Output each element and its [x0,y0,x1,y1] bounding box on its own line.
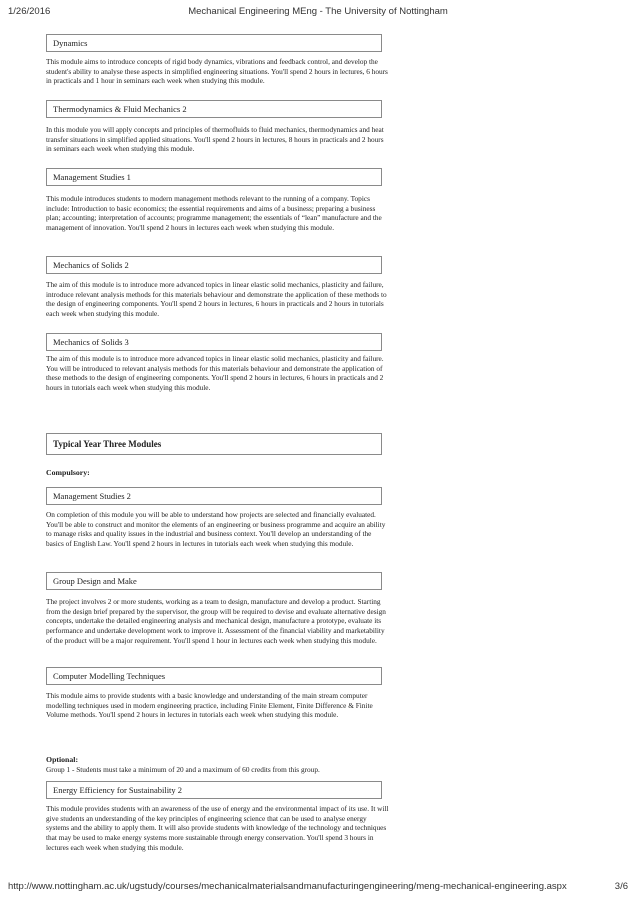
section-heading-year3: Typical Year Three Modules [46,433,382,455]
module-desc-group-design: The project involves 2 or more students, working as a team to design, manufacture and develop a product. Starting from the design brief prepared by the supervisor, the group will be required to devise and evaluate alternative design concepts, undertake the detailed engineering analysis and mechanical design, manufacture a prototype, evaluate its performance and undertake development work to improve it. Assessment of the financial viability and marketability of the product will be a major requirement. You'll spend 1 hour in lectures each week when studying this module. [46,597,386,645]
module-title-dynamics: Dynamics [46,34,382,52]
module-title-thermo: Thermodynamics & Fluid Mechanics 2 [46,100,382,118]
module-desc-solids3: The aim of this module is to introduce more advanced topics in linear elastic solid mechanics, plasticity and failure. You will be introduced to relevant analysis methods for this materials behaviour and demonstrate the application of these methods to the design of engineering components. You'll spend 2 hours in lectures, 6 hours in practicals and 2 hours in tutorials each week when studying this module. [46,354,384,393]
module-desc-computer-modelling: This module aims to provide students with a basic knowledge and understanding of the main stream computer modelling techniques used in modern engineering practice, including Finite Element, Finite Difference & Finite Volume methods. You'll spend 2 hours in lectures in tutorials each week when studying this module. [46,691,373,720]
module-title-energy-efficiency: Energy Efficiency for Sustainability 2 [46,781,382,799]
optional-note: Group 1 - Students must take a minimum of 20 and a maximum of 60 credits from this group. [46,765,320,774]
module-desc-solids2: The aim of this module is to introduce more advanced topics in linear elastic solid mechanics, plasticity and failure, introduce relevant analysis methods for this materials behaviour and demonstrate the application of these methods to the design of engineering components. You'll spend 2 hours in lectures, 6 hours in practicals and 2 hours in tutorials each week when studying this module. [46,280,387,319]
print-date: 1/26/2016 [8,6,51,17]
module-title-solids3: Mechanics of Solids 3 [46,333,382,351]
module-desc-management2: On completion of this module you will be able to understand how projects are selected and financially evaluated. You'll be able to construct and monitor the elements of an engineering or business programme and acquire an ability to manage risks and quality issues in the industrial and business context. You'll develop an understanding of the basics of English Law. You'll spend 2 hours in lectures in tutorials each week when studying this module. [46,510,386,549]
module-desc-management1: This module introduces students to modern management methods relevant to the running of a company. Topics include: Introduction to basic economics; the essential requirements and aims of a business; preparing a business plan; accounting; interpretation of accounts; programme management; the essentials of “lean” manufacture and the management of innovation. You'll spend 2 hours in lectures each week when studying this module. [46,194,382,233]
module-title-management1: Management Studies 1 [46,168,382,186]
module-title-computer-modelling: Computer Modelling Techniques [46,667,382,685]
module-desc-dynamics: This module aims to introduce concepts of rigid body dynamics, vibrations and feedback control, and develop the student's ability to analyse these aspects in simplified engineering situations. You'll spend 2 hours in lectures, 6 hours in practicals and 1 hour in seminars each week when studying this module. [46,57,388,86]
module-title-solids2: Mechanics of Solids 2 [46,256,382,274]
print-title: Mechanical Engineering MEng - The University of Nottingham [188,6,448,17]
page-url: http://www.nottingham.ac.uk/ugstudy/courses/mechanicalmaterialsandmanufacturingengineering/meng-mechanical-engineering.aspx [8,881,567,892]
print-footer [8,881,628,895]
page-number: 3/6 [614,881,628,892]
module-title-group-design: Group Design and Make [46,572,382,590]
module-desc-energy-efficiency: This module provides students with an awareness of the use of energy and the environmental impact of its use. It will give students an understanding of the key principles of engineering science that can be used to analyse energy systems and the ability to apply them. It will also provide students with knowledge of the technology and techniques that may be used to make energy systems more sustainable through energy conservation. You'll spend 3 hours in lectures each week when studying this module. [46,804,389,852]
compulsory-label: Compulsory: [46,468,90,477]
module-desc-thermo: In this module you will apply concepts and principles of thermofluids to fluid mechanics, thermodynamics and heat transfer situations in simplified applied situations. You'll spend 2 hours in lectures, 8 hours in practicals and 2 hours in seminars each week when studying this module. [46,125,384,154]
optional-label: Optional: [46,755,79,764]
print-header [8,6,628,20]
module-title-management2: Management Studies 2 [46,487,382,505]
